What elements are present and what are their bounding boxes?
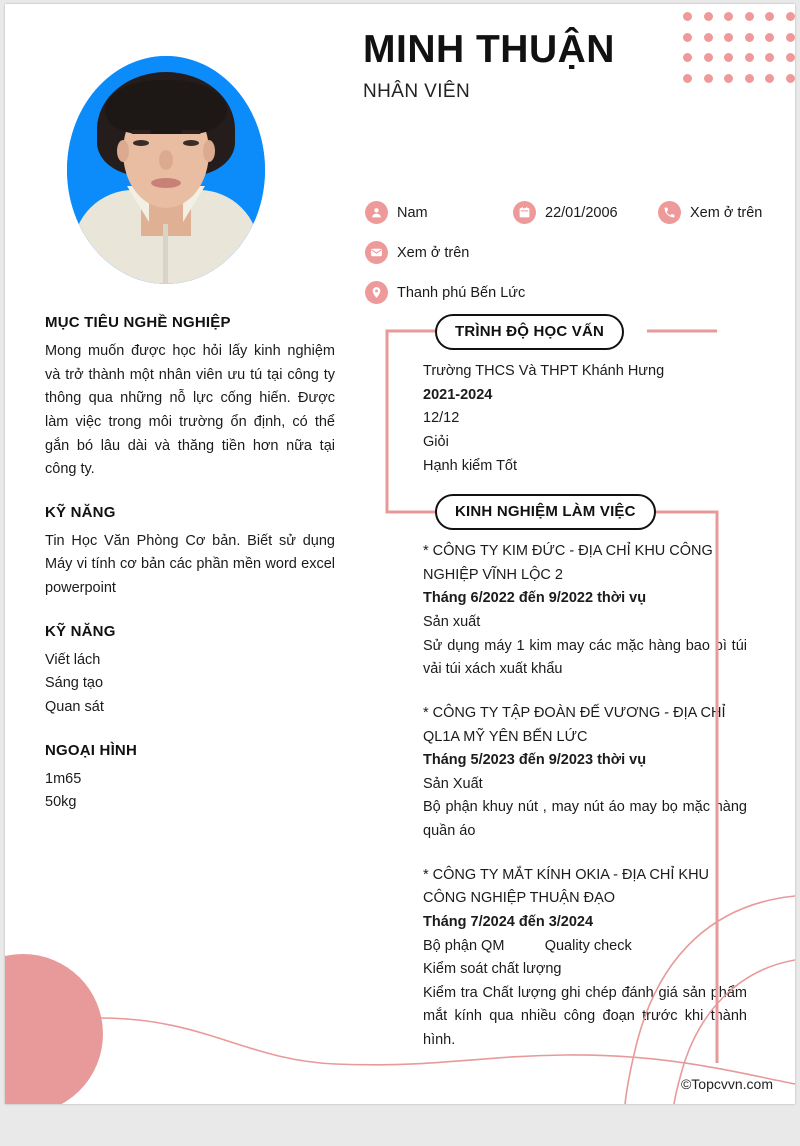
contact-address-value: Thanh phú Bến Lức	[397, 284, 526, 301]
job-role-secondary: Kiểm soát chất lượng	[423, 961, 562, 978]
contact-phone	[658, 201, 762, 224]
education-school: Trường THCS Và THPT Khánh Hưng	[423, 363, 665, 379]
job-period: Tháng 5/2023 đến 9/2023 thời vụ	[423, 752, 647, 769]
section-skills-1	[45, 504, 335, 601]
job-desc: Bộ phận khuy nút , may nút áo may bọ mặc hàng quần áo	[423, 799, 747, 839]
education-section	[387, 314, 747, 478]
candidate-name: MINH THUẬN	[363, 28, 615, 71]
education-body	[387, 350, 747, 478]
job-title: * CÔNG TY MẮT KÍNH OKIA - ĐỊA CHỈ KHU CÔNG NGHIỆP THUẬN ĐẠO	[423, 866, 710, 907]
calendar-icon	[513, 201, 536, 224]
job-title: * CÔNG TY TẬP ĐOÀN ĐẾ VƯƠNG - ĐỊA CHỈ QL1A MỸ YÊN BẾN LỨC	[423, 704, 726, 745]
job-desc: Kiểm tra Chất lượng ghi chép đánh giá sản phẩm mắt kính qua nhiều công đoạn trước khi thành hình.	[423, 984, 747, 1048]
section-skills-2	[45, 623, 335, 720]
contact-row-3	[365, 281, 785, 304]
skills1-text: Tin Học Văn Phòng Cơ bản. Biết sử dụng Máy vi tính cơ bản các phần mền word excel powerpoint	[45, 532, 335, 596]
candidate-role: NHÂN VIÊN	[363, 80, 471, 102]
profile-photo	[67, 56, 265, 284]
person-icon	[365, 201, 388, 224]
appearance-item: 50kg	[45, 794, 77, 811]
contact-email-value: Xem ở trên	[397, 244, 470, 261]
contact-birthdate	[513, 201, 658, 224]
skills2-item: Quan sát	[45, 698, 104, 715]
job-desc: Sử dụng máy 1 kim may các mặc hàng bao bì túi vải túi xách xuất khẩu	[423, 637, 747, 678]
contact-address	[365, 281, 525, 304]
skills1-heading: KỸ NĂNG	[45, 503, 116, 521]
education-period: 2021-2024	[423, 386, 493, 403]
left-column	[45, 314, 335, 837]
contact-row-1	[365, 201, 785, 224]
job-role: Sản Xuất	[423, 775, 483, 792]
job-period: Tháng 6/2022 đến 9/2022 thời vụ	[423, 590, 647, 607]
contact-email	[365, 241, 469, 264]
experience-heading: KINH NGHIỆM LÀM VIỆC	[435, 494, 656, 530]
contact-phone-value: Xem ở trên	[690, 204, 763, 221]
skills2-heading: KỸ NĂNG	[45, 622, 116, 640]
appearance-item: 1m65	[45, 770, 82, 787]
job-role: Sản xuất	[423, 614, 481, 630]
section-appearance	[45, 742, 335, 815]
contact-block	[365, 201, 785, 321]
footer-credit: ©Topcvvn.com	[680, 1076, 773, 1092]
section-objective	[45, 314, 335, 482]
skills2-item: Sáng tạo	[45, 675, 104, 692]
job-period: Tháng 7/2024 đến 3/2024	[423, 913, 594, 930]
education-line: Giỏi	[423, 433, 449, 450]
contact-gender-value: Nam	[397, 204, 428, 221]
education-line: 12/12	[423, 410, 460, 427]
contact-birthdate-value: 22/01/2006	[545, 204, 618, 221]
phone-icon	[658, 201, 681, 224]
skills2-item: Viết lách	[45, 651, 101, 668]
objective-text: Mong muốn được học hỏi lấy kinh nghiệm và trở thành một nhân viên ưu tú tại công ty thông qua những nỗ lực cống hiến. Được làm việc trong môi trường ổn định, có thể gắn bó lâu dài và thăng tiền hơn nữa tại công ty.	[45, 343, 335, 478]
cv-page	[5, 4, 795, 1104]
contact-row-2	[365, 241, 785, 264]
appearance-heading: NGOẠI HÌNH	[45, 741, 137, 759]
arc-decoration	[565, 874, 795, 1104]
name-block	[363, 30, 615, 103]
cv-header	[5, 4, 795, 314]
objective-heading: MỤC TIÊU NGHỀ NGHIỆP	[45, 314, 231, 331]
job-title: * CÔNG TY KIM ĐỨC - ĐỊA CHỈ KHU CÔNG NGHIỆP VĨNH LỘC 2	[423, 543, 713, 583]
experience-item	[423, 540, 747, 682]
experience-item	[423, 702, 747, 844]
email-icon	[365, 241, 388, 264]
location-icon	[365, 281, 388, 304]
education-line: Hạnh kiểm Tốt	[423, 457, 518, 474]
job-role: Bộ phận QM Quality check	[423, 937, 632, 954]
contact-gender	[365, 201, 513, 224]
education-heading: TRÌNH ĐỘ HỌC VẤN	[435, 314, 624, 350]
